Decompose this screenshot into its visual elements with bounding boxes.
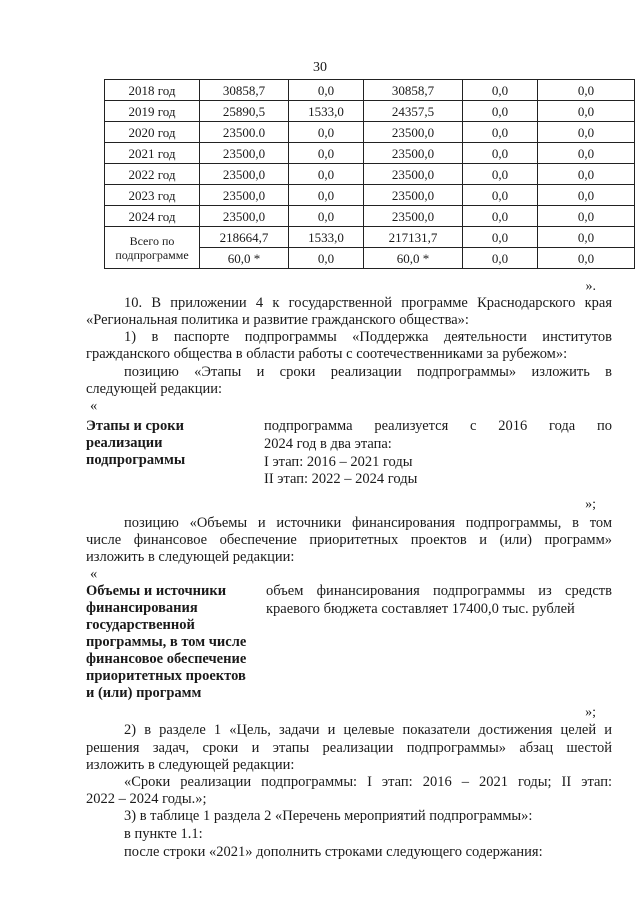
- table-cell: 2019 год: [105, 101, 200, 122]
- stages-label-line: реализации: [86, 435, 163, 451]
- table-cell: 23500,0: [364, 143, 463, 164]
- table-cell: 0,0: [538, 80, 635, 101]
- table-cell: 0,0: [463, 164, 538, 185]
- total-label: Всего по подпрограмме: [105, 227, 200, 269]
- table-row-total: [105, 227, 635, 248]
- table-row: [105, 185, 635, 206]
- table-cell: 0,0: [538, 122, 635, 143]
- table-cell: 0,0: [463, 101, 538, 122]
- table-cell: 23500,0: [200, 143, 289, 164]
- table-row: [105, 143, 635, 164]
- item-1-line-2: гражданского общества в области работы с соотечественниками за рубежом»:: [86, 346, 568, 362]
- table-cell: 0,0: [538, 227, 635, 248]
- table-row: [105, 164, 635, 185]
- funding-label-line: финансовое обеспечение: [86, 651, 247, 667]
- stages-label: [86, 418, 185, 469]
- table-cell: 0,0: [463, 227, 538, 248]
- table-cell: 2020 год: [105, 122, 200, 143]
- table-cell: 0,0: [463, 185, 538, 206]
- table-cell: 218664,7: [200, 227, 289, 248]
- item-3-line: 3) в таблице 1 раздела 2 «Перечень мероприятий подпрограммы»:: [124, 808, 533, 824]
- table-cell: 23500,0: [200, 164, 289, 185]
- table-cell: 23500,0: [364, 185, 463, 206]
- opening-quote: «: [90, 398, 98, 414]
- item-3-point: в пункте 1.1:: [124, 826, 203, 842]
- table-cell: 2018 год: [105, 80, 200, 101]
- table-cell: 24357,5: [364, 101, 463, 122]
- position-stages-line-1: позицию «Этапы и сроки реализации подпрограммы» изложить в: [124, 364, 612, 380]
- closing-quote: ».: [585, 279, 596, 294]
- funding-label-line: приоритетных проектов: [86, 668, 246, 684]
- table-cell: 0,0: [463, 206, 538, 227]
- stages-text-line-1: подпрограмма реализуется с 2016 года по: [264, 418, 612, 434]
- item-2-line-1: 2) в разделе 1 «Цель, задачи и целевые показатели достижения целей и: [124, 722, 612, 738]
- table-cell: 217131,7: [364, 227, 463, 248]
- table-cell: 25890,5: [200, 101, 289, 122]
- table-cell: 23500,0: [364, 206, 463, 227]
- table-cell: 0,0: [289, 206, 364, 227]
- position-funding-line-1: позицию «Объемы и источники финансирования подпрограммы, в том: [124, 515, 612, 531]
- item-2-quote-line-2: 2022 – 2024 годы.»;: [86, 791, 207, 807]
- opening-quote: «: [90, 566, 98, 582]
- table-cell: 2023 год: [105, 185, 200, 206]
- table-cell: 23500,0: [200, 206, 289, 227]
- table-cell: 0,0: [289, 164, 364, 185]
- table-cell: 0,0: [289, 185, 364, 206]
- page-number: 30: [313, 60, 327, 75]
- table-cell: 0,0: [463, 143, 538, 164]
- table-cell: 1533,0: [289, 227, 364, 248]
- financing-table: [104, 79, 635, 269]
- stages-label-line: Этапы и сроки: [86, 418, 184, 434]
- table-cell: 0,0: [463, 248, 538, 269]
- position-funding-line-2: числе финансовое обеспечение приоритетных проектов и (или) программ»: [86, 532, 612, 548]
- item-1-line-1: 1) в паспорте подпрограммы «Поддержка деятельности институтов: [124, 329, 612, 345]
- table-cell: 0,0: [289, 80, 364, 101]
- table-cell: 60,0 *: [364, 248, 463, 269]
- stages-text-line-3: I этап: 2016 – 2021 годы: [264, 454, 413, 470]
- table-cell: 30858,7: [200, 80, 289, 101]
- table-cell: 0,0: [289, 248, 364, 269]
- item-2-line-2: решения задач, сроки и этапы реализации подпрограммы» абзац шестой: [86, 740, 612, 756]
- paragraph-10-line-1: 10. В приложении 4 к государственной программе Краснодарского края: [124, 295, 612, 311]
- stages-label-line: подпрограммы: [86, 452, 186, 468]
- funding-text-line-2: краевого бюджета составляет 17400,0 тыс. рублей: [266, 601, 575, 617]
- table-cell: 0,0: [289, 143, 364, 164]
- position-funding-line-3: изложить в следующей редакции:: [86, 549, 295, 565]
- funding-text-line-1: объем финансирования подпрограммы из средств: [266, 583, 612, 599]
- table-cell: 0,0: [538, 164, 635, 185]
- table-cell: 0,0: [463, 80, 538, 101]
- table-cell: 23500,0: [364, 122, 463, 143]
- funding-label-line: финансирования: [86, 600, 198, 616]
- stages-text-line-4: II этап: 2022 – 2024 годы: [264, 471, 418, 487]
- table-cell: 0,0: [538, 101, 635, 122]
- position-stages-line-2: следующей редакции:: [86, 381, 223, 397]
- funding-label-line: программы, в том числе: [86, 634, 247, 650]
- table-cell: 0,0: [538, 248, 635, 269]
- table-cell: 0,0: [538, 143, 635, 164]
- paragraph-10-line-2: «Региональная политика и развитие гражданского общества»:: [86, 312, 469, 328]
- closing-quote: »;: [585, 497, 596, 512]
- table-cell: 2022 год: [105, 164, 200, 185]
- table-cell: 23500,0: [200, 185, 289, 206]
- table-cell: 23500.0: [200, 122, 289, 143]
- table-cell: 60,0 *: [200, 248, 289, 269]
- funding-label-line: Объемы и источники: [86, 583, 227, 599]
- table-cell: 0,0: [538, 206, 635, 227]
- table-cell: 0,0: [538, 185, 635, 206]
- item-2-line-3: изложить в следующей редакции:: [86, 757, 295, 773]
- table-cell: 2024 год: [105, 206, 200, 227]
- table-cell: 23500,0: [364, 164, 463, 185]
- table-cell: 30858,7: [364, 80, 463, 101]
- table-cell: 0,0: [463, 122, 538, 143]
- table-row: [105, 206, 635, 227]
- table-cell: 1533,0: [289, 101, 364, 122]
- funding-label-line: государственной: [86, 617, 195, 633]
- item-3-after: после строки «2021» дополнить строками следующего содержания:: [124, 844, 543, 860]
- stages-text-line-2: 2024 год в два этапа:: [264, 436, 392, 452]
- item-2-quote-line-1: «Сроки реализации подпрограммы: I этап: 2016 – 2021 годы; II этап:: [124, 774, 612, 790]
- closing-quote: »;: [585, 705, 596, 720]
- table-row: [105, 122, 635, 143]
- table-cell: 2021 год: [105, 143, 200, 164]
- funding-label: [86, 583, 246, 702]
- table-cell: 0,0: [289, 122, 364, 143]
- funding-label-line: и (или) программ: [86, 685, 202, 701]
- table-row: [105, 80, 635, 101]
- table-row: [105, 101, 635, 122]
